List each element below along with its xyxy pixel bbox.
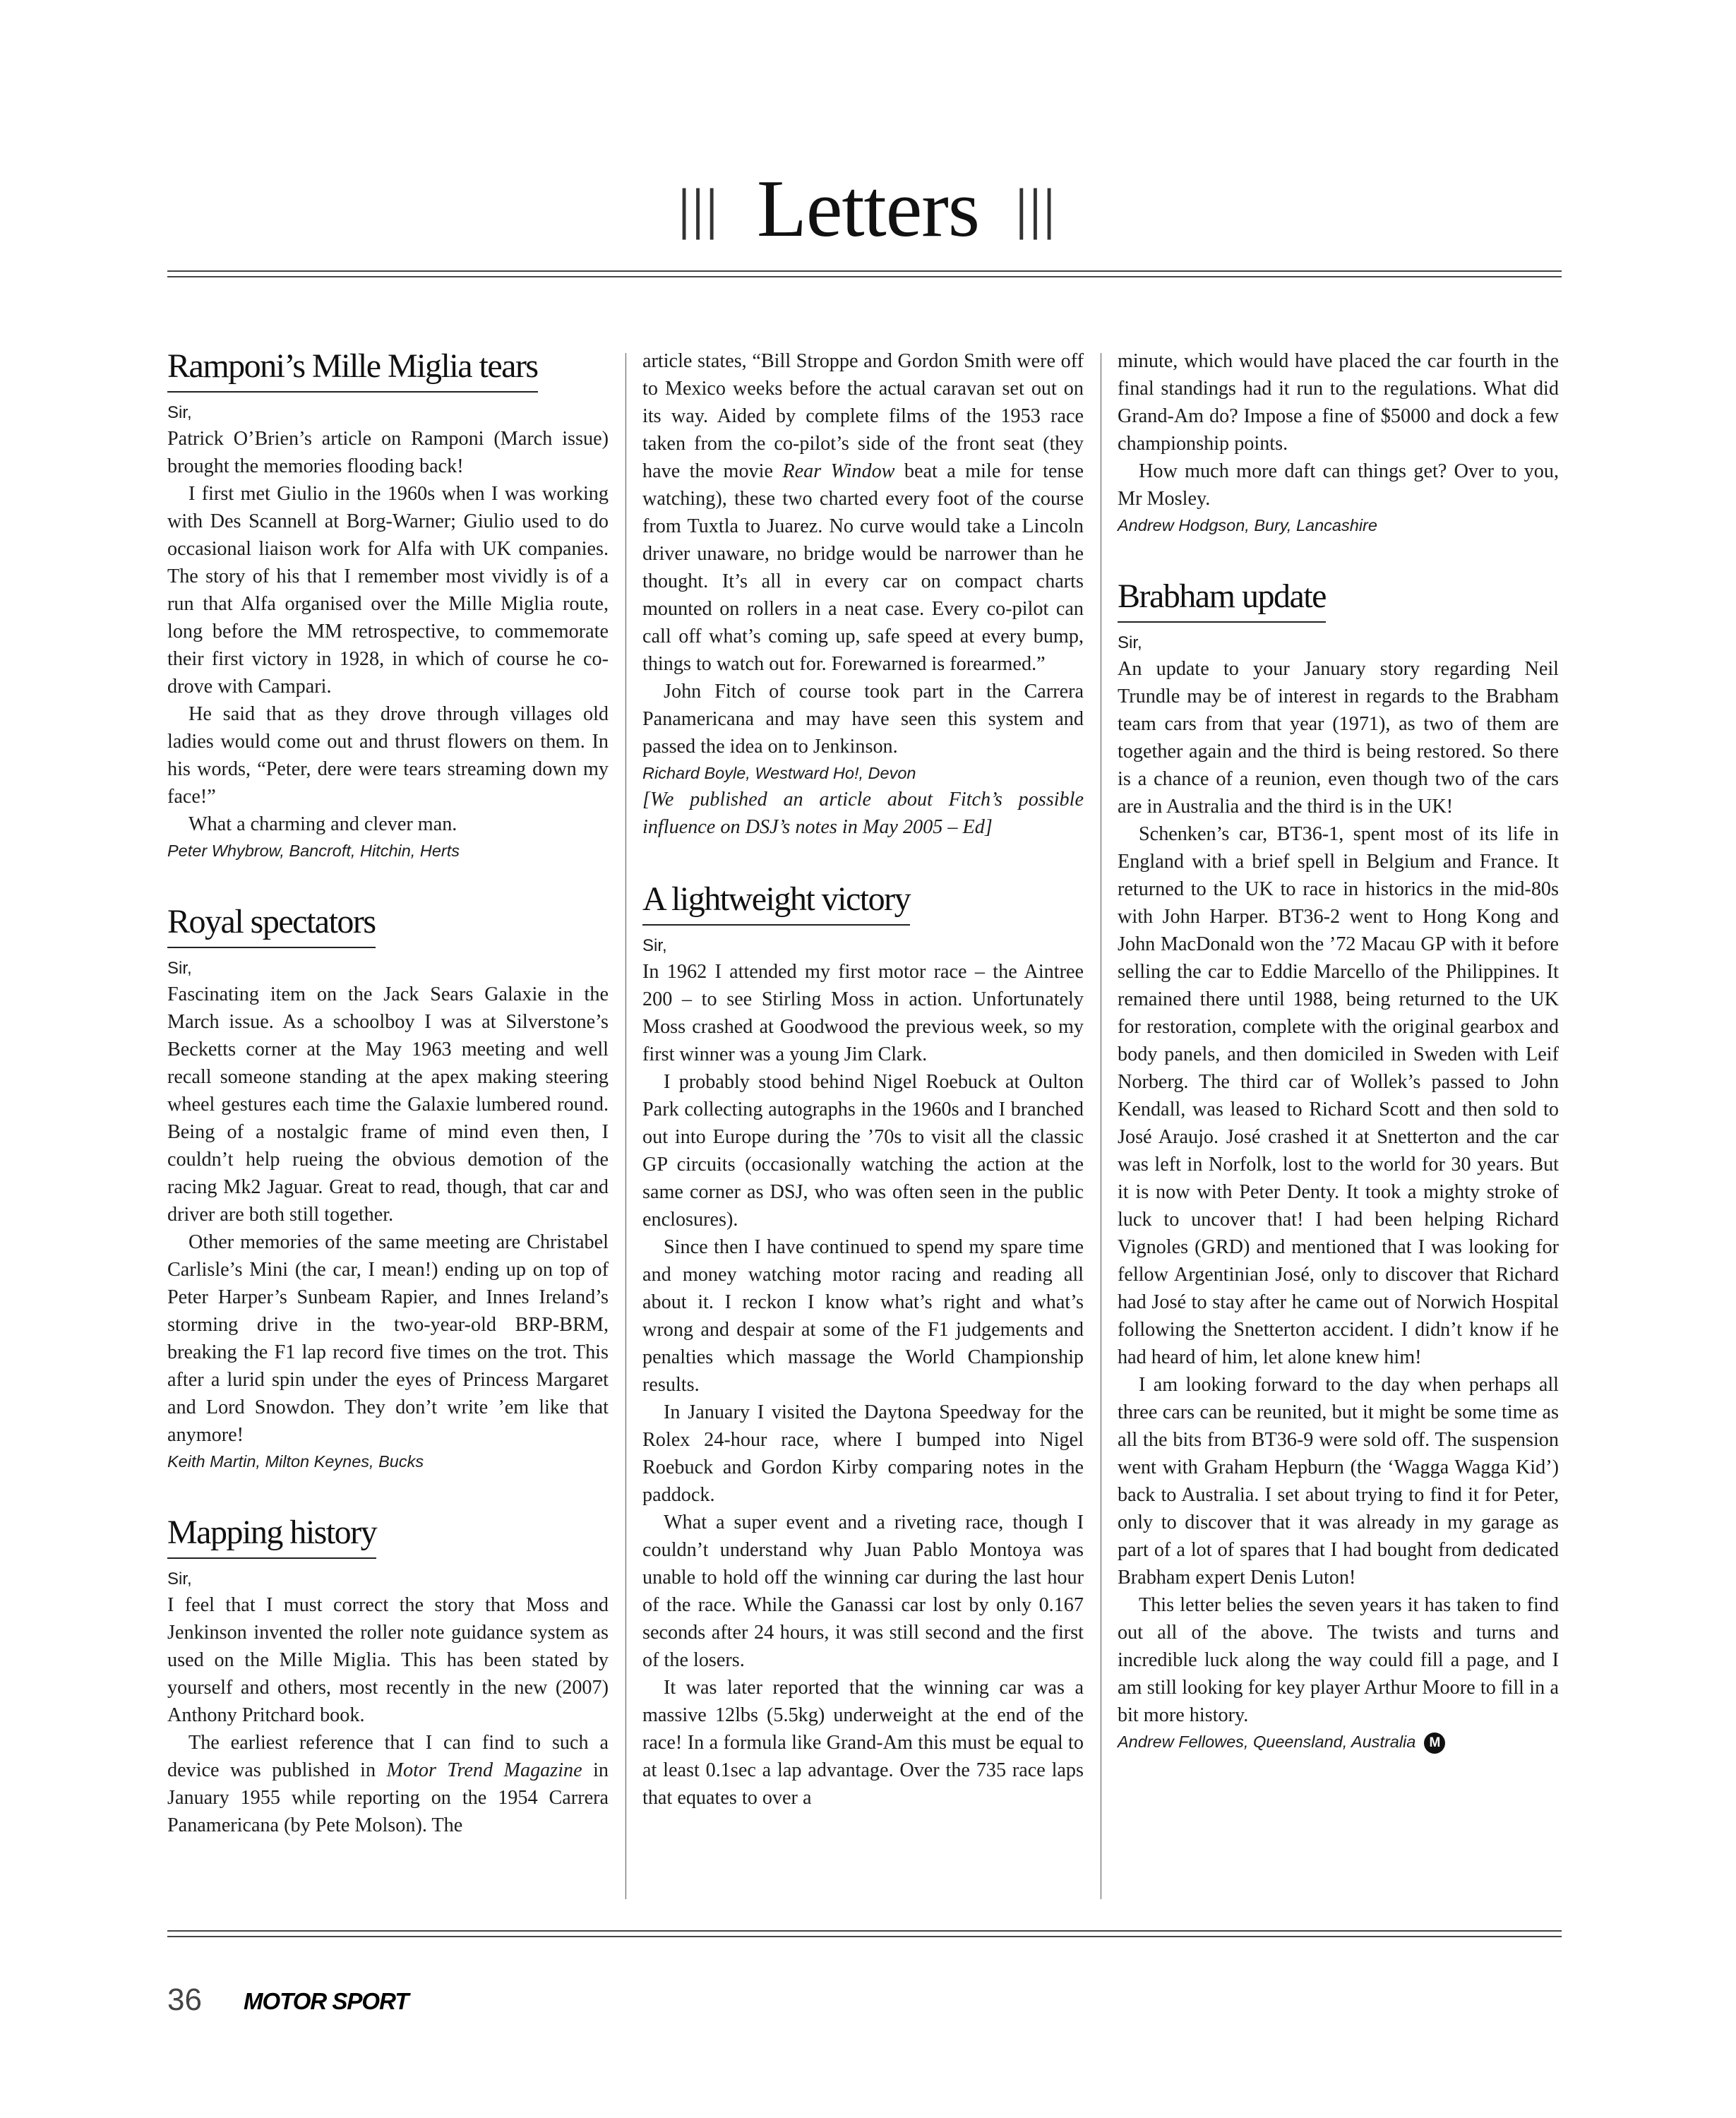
top-rule: [167, 276, 1562, 277]
paragraph: I feel that I must correct the story that Moss and Jenkinson invented the roller note guidance system as used on the Mille Miglia. This has been stated by yourself and others, most recently in the new (2007) Anthony Pritchard book.: [167, 1594, 609, 1726]
paragraph-continues: It was later reported that the winning car was a massive 12lbs (5.5kg) underweight at the end of the race! In a formula like Grand-Am this must be equal to at least 0.1sec a lap advantage. Over the 735 race laps that equates to over a: [642, 1677, 1084, 1809]
signature-with-end-mark: [1118, 1729, 1559, 1754]
signature: Andrew Fellowes, Queensland, Australia: [1118, 1733, 1416, 1751]
top-rule: [167, 270, 1562, 272]
paragraph: Patrick O’Brien’s article on Ramponi (March issue) brought the memories flooding back!: [167, 428, 609, 477]
letter-mapping-history: [167, 1514, 609, 1839]
bottom-rule: [167, 1936, 1562, 1937]
paragraph-continued: article states, “Bill Stroppe and Gordon Smith were off to Mexico weeks before the actual caravan set out on its way. Aided by complete films of the 1953 race taken from the co-pilot’s side of the front seat (they have the movie Rear Window beat a mile for tense watching), these two charted every foot of the course from Tuxtla to Juarez. No curve would take a Lincoln driver unaware, no bridge would be narrower than he thought. It’s all in every car on compact charts mounted on rollers in a neat case. Every co-pilot can call off what’s coming up, safe speed at every bump, things to watch out for. Forewarned is forearmed.”: [642, 350, 1084, 675]
paragraph-continues: The earliest reference that I can find to such a device was published in Motor Trend Magazine in January 1955 while reporting on the 1954 Carrera Panamericana (by Pete Molson). The: [167, 1732, 609, 1836]
letter-brabham-update: [1118, 578, 1559, 1754]
salutation: Sir,: [167, 403, 192, 422]
paragraph: He said that as they drove through villages old ladies would come out and thrust flowers on them. In his words, “Peter, dere were tears streaming down my face!”: [167, 703, 609, 808]
page-number: 36: [167, 1982, 202, 2017]
column-3: [1118, 347, 1559, 1754]
letter-ramponi: [167, 347, 609, 863]
column-1: [167, 347, 609, 1839]
paragraph: This letter belies the seven years it has taken to find out all of the above. The twists and turns and incredible luck along the way could fill a page, and I am still looking for key player Arthur Moore to fill in a bit more history.: [1118, 1594, 1559, 1726]
paragraph: What a charming and clever man.: [188, 813, 457, 835]
page-title: Letters: [756, 164, 980, 254]
paragraph: In 1962 I attended my first motor race – the Aintree 200 – to see Stirling Moss in action. Unfortunately Moss crashed at Goodwood the previous week, so my first winner was a young Jim Clark.: [642, 961, 1084, 1065]
letter-heading: Royal spectators: [167, 903, 376, 948]
masthead-bars-right: |||: [1016, 178, 1058, 241]
paragraph: Other memories of the same meeting are Christabel Carlisle’s Mini (the car, I mean!) ending up on top of Peter Harper’s Sunbeam Rapier, and Innes Ireland’s storming drive in the two-year-old BRP-BRM, breaking the F1 lap record five times on the trot. This after a lurid spin under the eyes of Princess Margaret and Lord Snowdon. They don’t write ’em like that anymore!: [167, 1231, 609, 1446]
salutation: Sir,: [1118, 633, 1142, 652]
paragraph: Since then I have continued to spend my spare time and money watching motor racing and reading all about it. I reckon I know what’s right and what’s wrong and despair at some of the F1 judgements and penalties which massage the World Championship results.: [642, 1236, 1084, 1396]
paragraph: What a super event and a riveting race, though I couldn’t understand why Juan Pablo Montoya was unable to hold off the winning car during the last hour of the race. While the Ganassi car lost by only 0.167 seconds after 24 hours, it was still second and the first of the losers.: [642, 1512, 1084, 1671]
salutation: Sir,: [167, 959, 192, 978]
column-2: [642, 347, 1084, 1812]
column-divider: [625, 353, 626, 1899]
paragraph: Fascinating item on the Jack Sears Galaxie in the March issue. As a schoolboy I was at Silverstone’s Becketts corner at the May 1963 meeting and well recall someone standing at the apex making steering wheel gestures each time the Galaxie lumbered round. Being of a nostalgic frame of mind even then, I couldn’t help rueing the obvious demotion of the racing Mk2 Jaguar. Great to read, though, that car and driver are both still together.: [167, 983, 609, 1226]
letter-heading: Brabham update: [1118, 578, 1326, 623]
letter-heading: Ramponi’s Mille Miglia tears: [167, 347, 538, 393]
bottom-rule: [167, 1930, 1562, 1932]
salutation: Sir,: [642, 936, 667, 955]
salutation: Sir,: [167, 1569, 192, 1588]
paragraph-continued: minute, which would have placed the car fourth in the final standings had it run to the regulations. What did Grand-Am do? Impose a fine of $5000 and dock a few championship points.: [1118, 350, 1559, 455]
signature: Andrew Hodgson, Bury, Lancashire: [1118, 516, 1377, 534]
letter-royal-spectators: [167, 903, 609, 1474]
paragraph: I am looking forward to the day when perhaps all three cars can be reunited, but it might be some time as all the bits from BT36-9 were sold off. The suspension went with Graham Hepburn (the ‘Wagga Wagga Kid’) back to Australia. I set about trying to find it for Peter, only to discover that it was already in my garage as part of a lot of spares that I had bought from dedicated Brabham expert Denis Luton!: [1118, 1374, 1559, 1588]
motor-sport-end-mark-icon: M: [1424, 1733, 1445, 1754]
letter-heading: A lightweight victory: [642, 880, 910, 926]
masthead: [0, 162, 1736, 256]
paragraph: An update to your January story regarding Neil Trundle may be of interest in regards to the Brabham team cars from that year (1971), as two of them are together again and the third is being restored. So there is a chance of a reunion, even though two of the cars are in Australia and the third is in the UK!: [1118, 658, 1559, 818]
paragraph: In January I visited the Daytona Speedway for the Rolex 24-hour race, where I bumped into Nigel Roebuck and Gordon Kirby comparing notes in the paddock.: [642, 1401, 1084, 1506]
paragraph: I first met Giulio in the 1960s when I was working with Des Scannell at Borg-Warner; Giulio used to do occasional liaison work for Alfa with UK companies. The story of his that I remember most vividly is of a run that Alfa organised over the Mille Miglia route, long before the MM retrospective, to commemorate their first victory in 1928, in which of course he co-drove with Campari.: [167, 483, 609, 698]
motor-sport-logo: MOTOR SPORT: [244, 1988, 409, 2014]
letter-heading: Mapping history: [167, 1514, 376, 1559]
paragraph: John Fitch of course took part in the Carrera Panamericana and may have seen this system and passed the idea on to Jenkinson.: [642, 681, 1084, 758]
signature: Peter Whybrow, Bancroft, Hitchin, Herts: [167, 842, 460, 860]
editor-note: [We published an article about Fitch’s possible influence on DSJ’s notes in May 2005 – Ed]: [642, 789, 1084, 838]
paragraph: Schenken’s car, BT36-1, spent most of its life in England with a brief spell in Belgium and France. It returned to the UK to race in historics in the mid-80s with John Harper. BT36-2 went to Hong Kong and John MacDonald won the ’72 Macau GP with it before selling the car to Eddie Marcello of the Philippines. It remained there until 1988, being returned to the UK for restoration, complete with the original gearbox and body panels, and then domiciled in Sweden with Leif Norberg. The third car of Wollek’s passed to John Kendall, was leased to Richard Scott and then sold to José Araujo. José crashed it at Snetterton and the car was left in Norfolk, lost to the world for 30 years. But it is now with Peter Denty. It took a mighty stroke of luck to uncover that! I had been helping Richard Vignoles (GRD) and mentioned that I was looking for fellow Argentinian José, only to discover that Richard had José to stay after he came out of Norwich Hospital following the Snetterton accident. I didn’t know if he had heard of him, let alone knew him!: [1118, 823, 1559, 1368]
masthead-bars-left: |||: [678, 178, 720, 241]
paragraph: How much more daft can things get? Over to you, Mr Mosley.: [1118, 460, 1559, 510]
letter-lightweight-victory: [642, 880, 1084, 1812]
signature: Richard Boyle, Westward Ho!, Devon: [642, 764, 916, 782]
paragraph: I probably stood behind Nigel Roebuck at Oulton Park collecting autographs in the 1960s and I branched out into Europe during the ’70s to visit all the classic GP circuits (occasionally watching the action at the same corner as DSJ, who was often seen in the public enclosures).: [642, 1071, 1084, 1231]
signature: Keith Martin, Milton Keynes, Bucks: [167, 1452, 424, 1471]
